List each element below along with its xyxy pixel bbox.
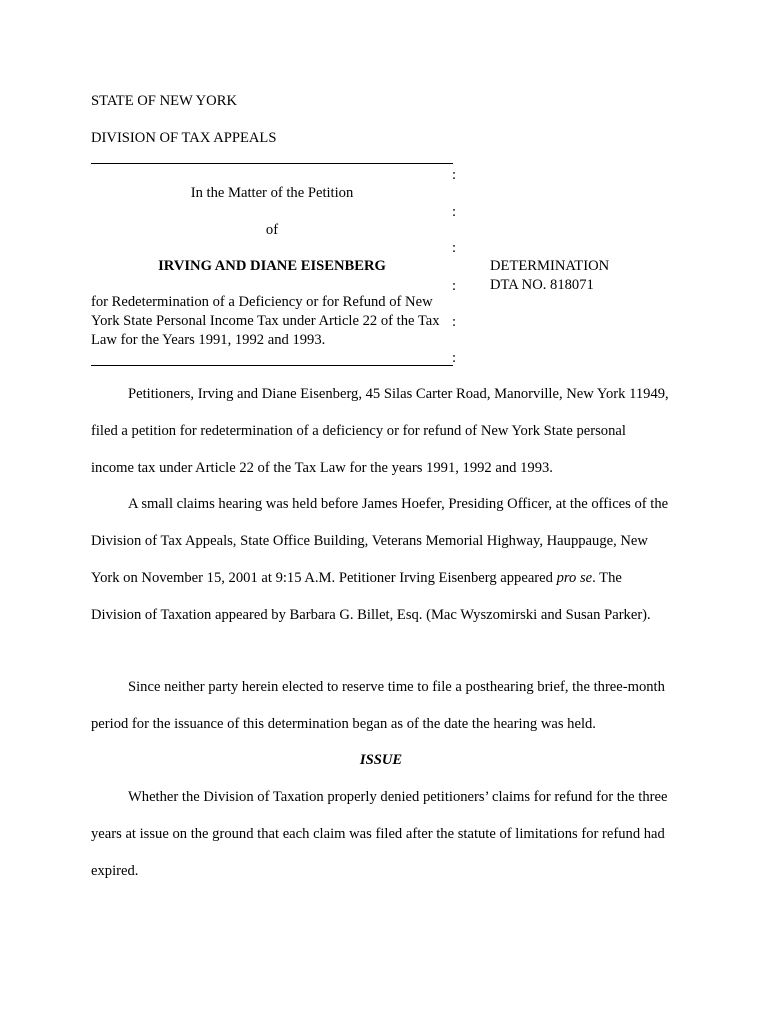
caption-colon: :	[452, 278, 457, 294]
caption-top-rule	[91, 163, 453, 164]
caption-purpose: for Redetermination of a Deficiency or for Refund of New York State Personal Income Tax under Article 22 of the Tax Law for the Years 1991, 1992 and 1993.	[91, 294, 440, 348]
paragraph-posthearing: Since neither party herein elected to reserve time to file a posthearing brief, the three-month period for the issuance of this determination began as of the date the hearing was held.	[91, 679, 665, 732]
caption-colon: :	[452, 314, 457, 330]
state-heading: STATE OF NEW YORK	[91, 93, 237, 109]
petitioner-names: IRVING AND DIANE EISENBERG	[158, 258, 386, 274]
caption-bottom-rule	[91, 365, 453, 366]
caption-colon: :	[452, 204, 457, 220]
paragraph-issue: Whether the Division of Taxation properly denied petitioners’ claims for refund for the three years at issue on the ground that each claim was filed after the statute of limitations for refund had expired.	[91, 789, 668, 879]
determination-label: DETERMINATION	[490, 258, 610, 274]
pro-se-italic: pro se	[556, 570, 593, 586]
dta-number: DTA NO. 818071	[490, 277, 594, 293]
paragraph-hearing	[91, 486, 671, 634]
paragraph-petition: Petitioners, Irving and Diane Eisenberg, 45 Silas Carter Road, Manorville, New York 11949, filed a petition for redetermination of a deficiency or for refund of New York State personal income tax under Article 22 of the Tax Law for the years 1991, 1992 and 1993.	[91, 386, 669, 476]
issue-heading: ISSUE	[359, 752, 403, 768]
caption-colon: :	[452, 240, 457, 256]
matter-line: In the Matter of the Petition	[190, 185, 354, 201]
of-line: of	[265, 222, 279, 238]
division-heading: DIVISION OF TAX APPEALS	[91, 130, 277, 146]
hearing-text-a: A small claims hearing was held before James Hoefer, Presiding Officer, at the offices of the Division of Tax Appeals, State Office Building, Veterans Memorial Highway, Hauppauge, New York on November 15, 2001 at 9:15 A.M. Petitioner Irving Eisenberg appeared	[91, 496, 669, 586]
hearing-text-b: . The Division of Taxation appeared by Barbara G. Billet, Esq. (Mac Wyszomirski and Susan Parker).	[91, 570, 651, 623]
caption-colon: :	[452, 167, 457, 183]
caption-colon: :	[452, 350, 457, 366]
